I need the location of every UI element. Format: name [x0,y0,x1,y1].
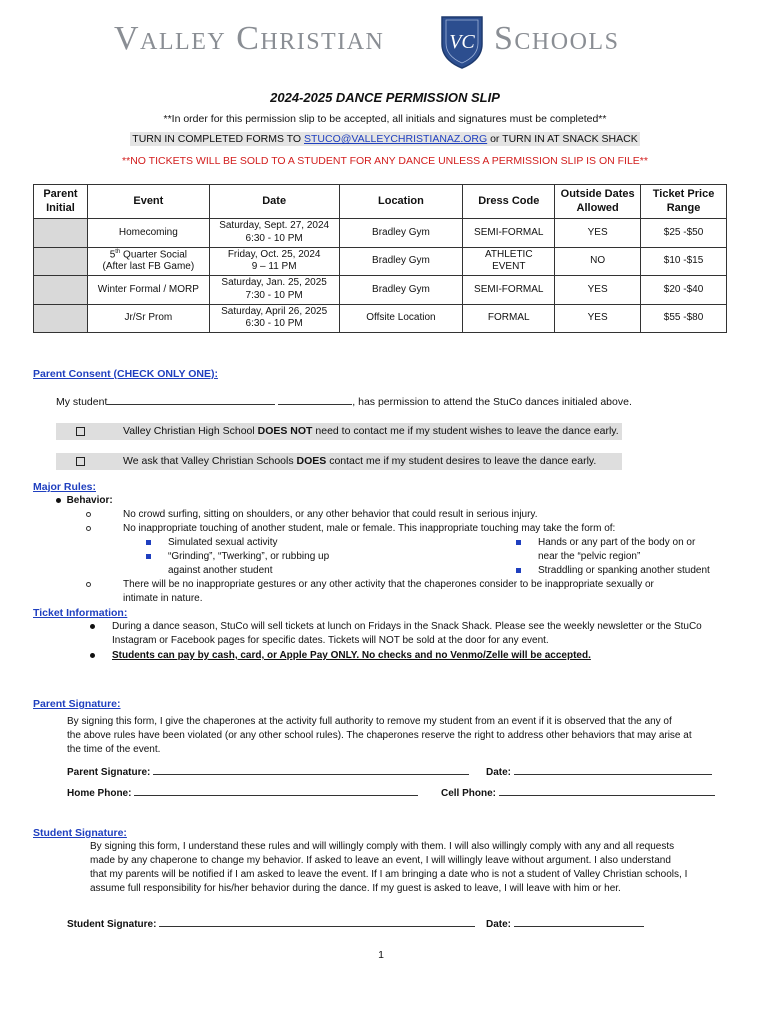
student-sig-text-2: made by any chaperone to change my behavior. If asked to leave an event, I will willingly leave without argument. I also understand [90,855,671,866]
tickets-heading: Ticket Information: [33,607,128,619]
event-cell: Winter Formal / MORP [87,276,209,305]
logo-text-right: Schools [494,20,620,57]
col-event: Event [87,185,209,219]
dress-code-cell: ATHLETIC EVENT [463,247,555,276]
date-cell: Friday, Oct. 25, 2024 9 – 11 PM [209,247,339,276]
warning-note: **NO TICKETS WILL BE SOLD TO A STUDENT FOR ANY DANCE UNLESS A PERMISSION SLIP IS ON FILE** [122,155,648,167]
table-row [34,276,727,305]
rule-sub-1: Simulated sexual activity [146,537,151,548]
consent-option-no-contact [56,423,622,440]
rule-item-3: There will be no inappropriate gestures or any other activity that the chaperones consider to be inappropriate sexually or [86,579,91,590]
home-phone-label: Home Phone: [67,788,132,799]
student-sig-text-3: that my parents will be notified if I am asked to leave the event. If I am bringing a date who is not a student of Valley Christian schools, I [90,869,688,880]
checkbox-contact[interactable] [76,457,85,466]
page-title: 2024-2025 DANCE PERMISSION SLIP [270,90,500,105]
consent-heading: Parent Consent (CHECK ONLY ONE): [33,368,218,380]
page-number: 1 [378,949,384,961]
location-cell: Bradley Gym [339,247,463,276]
col-outside-dates: Outside Dates Allowed [555,185,641,219]
student-sig-heading: Student Signature: [33,827,127,839]
price-cell: $20 -$40 [641,276,727,305]
dress-code-cell: SEMI-FORMAL [463,276,555,305]
turn-in-prefix: TURN IN COMPLETED FORMS TO [132,133,304,145]
required-note: **In order for this permission slip to be accepted, all initials and signatures must be completed** [163,113,607,125]
rules-heading: Major Rules: [33,481,97,493]
date-cell: Saturday, April 26, 2025 6:30 - 10 PM [209,304,339,333]
events-table [33,184,727,333]
home-phone-field[interactable] [134,785,418,796]
parent-initial-field[interactable] [34,304,88,333]
student-grade-field[interactable] [278,394,352,405]
parent-sig-text-2: the above rules have been violated (or any other school rules). The chaperones reserve the right to address other behaviors that may arise at [67,730,692,741]
table-row [34,219,727,248]
home-phone-row [67,785,418,799]
dress-code-cell: FORMAL [463,304,555,333]
parent-date-field[interactable] [514,764,712,775]
school-logo [0,14,770,72]
ticket-item-1-cont: Instagram or Facebook pages for specific dates. Tickets will NOT be sold at the door for any event. [112,635,549,646]
consent-option-contact [56,453,622,470]
my-student-label: My student [56,396,108,408]
date-cell: Saturday, Jan. 25, 2025 7:30 - 10 PM [209,276,339,305]
outside-dates-cell: NO [555,247,641,276]
behavior-bullet: Behavior: [56,495,113,506]
logo-monogram: VC [449,31,475,53]
location-cell: Offsite Location [339,304,463,333]
rule-sub-2: “Grinding”, “Twerking”, or rubbing up [146,551,151,562]
parent-sig-text-3: the time of the event. [67,744,161,755]
student-signature-label: Student Signature: [67,919,157,930]
parent-date-label: Date: [486,767,512,778]
date-cell: Saturday, Sept. 27, 2024 6:30 - 10 PM [209,219,339,248]
turn-in-note [0,133,770,145]
student-sig-text-4: assume full responsibility for his/her behavior during the dance. If my guest is asked to leave, I will leave with him or her. [90,883,621,894]
event-cell: Jr/Sr Prom [87,304,209,333]
dress-code-cell: SEMI-FORMAL [463,219,555,248]
price-cell: $10 -$15 [641,247,727,276]
rule-item-3-cont: intimate in nature. [123,593,203,604]
rule-item-1: No crowd surfing, sitting on shoulders, or any other behavior that could result in serious injury. [86,509,91,520]
price-cell: $25 -$50 [641,219,727,248]
price-cell: $55 -$80 [641,304,727,333]
outside-dates-cell: YES [555,276,641,305]
rule-sub-2-cont: against another student [168,565,273,576]
student-signature-field[interactable] [159,916,475,927]
student-date-row [486,916,644,930]
ticket-item-1: During a dance season, StuCo will sell tickets at lunch on Fridays in the Snack Shack. Please see the weekly newsletter or the StuCo [90,621,95,632]
student-sig-text-1: By signing this form, I understand these rules and will willingly comply with them. I will also willingly comply with any and all requests [90,841,675,852]
rule-sub-3-cont: near the “pelvic region” [538,551,641,562]
student-signature-row [67,916,475,930]
email-link[interactable]: STUCO@VALLEYCHRISTIANAZ.ORG [304,133,488,145]
event-cell: 5th Quarter Social (After last FB Game) [87,247,209,276]
parent-sig-text-1: By signing this form, I give the chaperones at the activity full authority to remove my student from an event if it is observed that the any of [67,716,672,727]
student-permission-line [56,394,632,410]
outside-dates-cell: YES [555,219,641,248]
parent-signature-label: Parent Signature: [67,767,151,778]
parent-signature-row [67,764,469,778]
ticket-item-2: Students can pay by cash, card, or Apple Pay ONLY. No checks and no Venmo/Zelle will be accepted. [90,650,95,661]
rule-sub-3: Hands or any part of the body on or [516,537,521,548]
event-cell: Homecoming [87,219,209,248]
option-no-contact-label: Valley Christian High School DOES NOT need to contact me if my student wishes to leave the dance early. [123,425,619,437]
parent-initial-field[interactable] [34,219,88,248]
parent-initial-field[interactable] [34,247,88,276]
student-date-label: Date: [486,919,512,930]
cell-phone-label: Cell Phone: [441,788,497,799]
table-row [34,247,727,276]
checkbox-no-contact[interactable] [76,427,85,436]
student-date-field[interactable] [514,916,644,927]
cell-phone-field[interactable] [499,785,715,796]
location-cell: Bradley Gym [339,276,463,305]
parent-date-row [486,764,712,778]
student-name-field[interactable] [107,394,275,405]
logo-text-left: Valley Christian [114,20,385,57]
turn-in-suffix: or TURN IN AT SNACK SHACK [487,133,638,145]
outside-dates-cell: YES [555,304,641,333]
col-parent-initial: Parent Initial [34,185,88,219]
col-ticket-price: Ticket Price Range [641,185,727,219]
col-location: Location [339,185,463,219]
rule-sub-4: Straddling or spanking another student [516,565,521,576]
col-date: Date [209,185,339,219]
cell-phone-row [441,785,715,799]
parent-initial-field[interactable] [34,276,88,305]
rule-item-2: No inappropriate touching of another student, male or female. This inappropriate touching may take the form of: [86,523,91,534]
parent-signature-field[interactable] [153,764,469,775]
col-dress-code: Dress Code [463,185,555,219]
permission-text: , has permission to attend the StuCo dances initialed above. [352,396,632,408]
parent-sig-heading: Parent Signature: [33,698,121,710]
option-contact-label: We ask that Valley Christian Schools DOES contact me if my student desires to leave the dance early. [123,455,597,467]
shield-crest-icon [438,14,486,70]
location-cell: Bradley Gym [339,219,463,248]
table-row [34,304,727,333]
